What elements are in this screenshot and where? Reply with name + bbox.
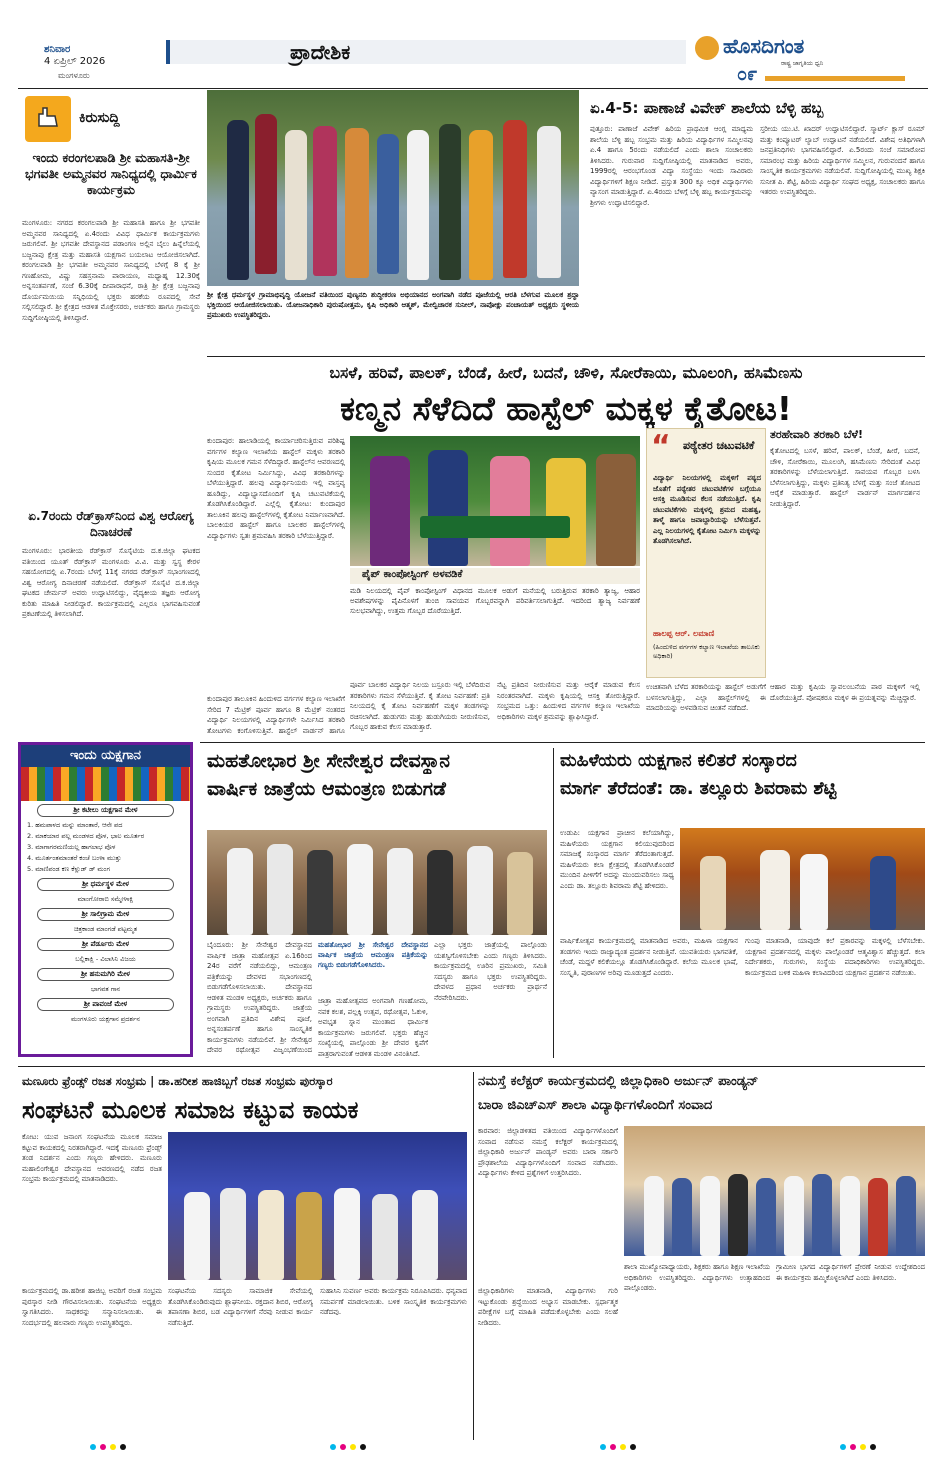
- yakshagana-art-band: [21, 767, 190, 801]
- troupe-name: ಶ್ರೀ ಕಟೀಲು ಯಕ್ಷಗಾನ ಮೇಳ: [37, 804, 174, 817]
- pipe-compost-body: ಮಡಿ ನಿಲಯದಲ್ಲಿ ಪೈಪ್ ಕಾಂಪೋಸ್ಟಿಂಗ್ ವಿಧಾನದ ಮೂಲಕ ಅಡುಗೆ ಮನೆಯಲ್ಲಿ ಬರುತ್ತಿರುವ ತರಕಾರಿ ತ್ಯಾಜ್ಯ, ಆಹಾರ ಅವಶೇಷಗಳನ್ನು ಪೈಪಿನೊಳಗೆ ತುಂಬಿ ಸಾವಯವ ಗೊಬ್ಬರವನ್ನಾಗಿ ಪರಿವರ್ತಿಸಲಾಗುತ್ತಿದೆ. ಇದರಿಂದ ತ್ಯಾಜ್ಯ ನಿರ್ವಹಣೆ ಸುಲಭವಾಗಿದ್ದು, ಉತ್ತಮ ಗೊಬ್ಬರ ದೊರೆಯುತ್ತಿದೆ.: [350, 587, 640, 615]
- troupe-name: ಶ್ರೀ ಪಾವಂಜೆ ಮೇಳ: [37, 998, 174, 1011]
- saneshwara-body-col1: ಬೈಂದೂರು: ಶ್ರೀ ಸೇನೇಶ್ವರ ದೇವಸ್ಥಾನದ ವಾರ್ಷಿಕ ಜಾತ್ರಾ ಮಹೋತ್ಸವ ಏ.16ರಿಂದ 24ರ ವರೆಗೆ ನಡೆಯಲಿದ್ದು, ಆಮಂತ್ರಣ ಪತ್ರಿಕೆಯನ್ನು ದೇವಳದ ಸಭಾಂಗಣದಲ್ಲಿ ಬಿಡುಗಡೆಗೊಳಿಸಲಾಯಿತು. ದೇವಸ್ಥಾನದ ಆಡಳಿತ ಮಂಡಳಿ ಅಧ್ಯಕ್ಷರು, ಅರ್ಚಕರು ಹಾಗೂ ಗ್ರಾಮಸ್ಥರು ಉಪಸ್ಥಿತರಿದ್ದರು. ಜಾತ್ರೆಯ ಅಂಗವಾಗಿ ಪ್ರತಿದಿನ ವಿಶೇಷ ಪೂಜೆ, ಅನ್ನಸಂತರ್ಪಣೆ ಹಾಗೂ ಸಾಂಸ್ಕೃತಿಕ ಕಾರ್ಯಕ್ರಮಗಳು ನಡೆಯಲಿವೆ. ಶ್ರೀ ಸೇನೇಶ್ವರ ದೇವರ ರಥೋತ್ಸವ ವಿಜೃಂಭಣೆಯಿಂದ: [207, 941, 312, 1054]
- bottom-divider: [18, 1066, 925, 1067]
- river-pooja-photo: [207, 90, 579, 286]
- tallur-body-col2: ಗುಂಪು ಮಾತನಾಡಿ, ಯಾವುದೇ ಕಲೆ ಪ್ರಕಾರವನ್ನು ಮಕ್ಕಳಲ್ಲಿ ಬೆಳೆಸಬೇಕು. ಯಕ್ಷಗಾನ ಪ್ರದರ್ಶನದಲ್ಲಿ ಮಕ್ಕಳು ಪಾಲ್ಗೊಂಡರೆ ಆತ್ಮವಿಶ್ವಾಸ ಹೆಚ್ಚುತ್ತದೆ. ಕಲಾ ನಿರ್ದೇಶಕರು, ಗುರುಗಳು, ಸಂಸ್ಥೆಯ ಪದಾಧಿಕಾರಿಗಳು ಉಪಸ್ಥಿತರಿದ್ದರು. ಕಾರ್ಯಕ್ರಮದ ಬಳಿಕ ಮಹಿಳಾ ಕಲಾವಿದರಿಂದ ಯಕ್ಷಗಾನ ಪ್ರದರ್ಶನ ನಡೆಯಿತು.: [745, 937, 925, 977]
- vegetable-sidebar-title: ತರಹೇವಾರಿ ತರಕಾರಿ ಬೆಳೆ!: [770, 428, 863, 441]
- kiru-suddi-label: ಕಿರುಸುದ್ದಿ: [79, 110, 120, 126]
- pipe-compost-heading: ಪೈಪ್ ಕಾಂಪೋಸ್ಟಿಂಗ್ ಅಳವಡಿಕೆ: [350, 568, 640, 584]
- yakshagana-box: [18, 742, 193, 1057]
- friends-body-col2: ಸಂಘಟನೆಯ ಸದಸ್ಯರು ಸಾಮಾಜಿಕ ಸೇವೆಯಲ್ಲಿ ತೊಡಗಿಸಿಕೊಂಡಿರುವುದು ಶ್ಲಾಘನೀಯ. ರಕ್ತದಾನ ಶಿಬಿರ, ಆರೋಗ್ಯ ತಪಾಸಣಾ ಶಿಬಿರ, ಬಡ ವಿದ್ಯಾರ್ಥಿಗಳಿಗೆ ನೆರವು ನೀಡುವ ಕಾರ್ಯ ನಡೆಸುತ್ತಿದೆ.: [168, 1287, 313, 1327]
- section-banner: [166, 40, 686, 64]
- lead-body-col5: ಉಚಿತವಾಗಿ ಬೆಳೆದ ತರಕಾರಿಯನ್ನು ಹಾಸ್ಟೆಲ್ ಅಡುಗೆಗೆ ಬಳಸಲಾಗುತ್ತಿದ್ದು, ಎಲ್ಲಾ ಹಾಸ್ಟೆಲ್‌ಗಳಲ್ಲಿ ಈ ಮಾದರಿಯನ್ನು ಅಳವಡಿಸುವ ಚಿಂತನೆ ನಡೆದಿದೆ.: [646, 683, 766, 712]
- river-photo-caption: ಶ್ರೀ ಕ್ಷೇತ್ರ ಧರ್ಮಸ್ಥಳ ಗ್ರಾಮಾಭಿವೃದ್ಧಿ ಯೋಜನೆ ವತಿಯಿಂದ ಪುಣ್ಯನದಿ ಶುದ್ಧೀಕರಣ ಅಭಿಯಾನದ ಅಂಗವಾಗಿ ನಡೆದ ಪೂಜೆಯಲ್ಲಿ ಆರತಿ ಬೆಳಗುವ ಮೂಲಕ ಶ್ರದ್ಧಾ ಭಕ್ತಿಯಿಂದ ಆಯೋಜಿಸಲಾಯಿತು. ಯೋಜನಾಧಿಕಾರಿ ಪುರುಷೋತ್ತಮ, ಕೃಷಿ ಅಧಿಕಾರಿ ಆತ್ಮಶ್, ಮೇಲ್ವಿಚಾರಕ ಸುನೀಲ್, ನಾಪೋಕ್ಲು ಪಂಚಾಯತ್ ಅಧ್ಯಕ್ಷರು ಸ್ಥಳೀಯ ಪ್ರಮುಖರು ಉಪಸ್ಥಿತರಿದ್ದರು.: [207, 291, 579, 319]
- mid-column-divider: [553, 748, 554, 1058]
- troupe-name: ಶ್ರೀ ಹನುಮಗಿರಿ ಮೇಳ: [37, 968, 174, 981]
- quote-role: (ಹಿಂದುಳಿದ ವರ್ಗಗಳ ಕಲ್ಯಾಣ ಇಲಾಖೆಯ ತಾಲೂಕು ಅಧಿಕಾರಿ): [653, 643, 760, 660]
- collector-intro: ಕಾರವಾರ: ಜಿಲ್ಲಾಡಳಿತದ ವತಿಯಿಂದ ವಿದ್ಯಾರ್ಥಿಗಳೊಂದಿಗೆ ಸಂವಾದ ನಡೆಸುವ ನಮಸ್ತೆ ಕಲೆಕ್ಟರ್ ಕಾರ್ಯಕ್ರಮದಲ್ಲಿ ಜಿಲ್ಲಾಧಿಕಾರಿ ಅರ್ಜುನ್ ಪಾಂಡ್ಯನ್ ಅವರು ಬಾರಾ ಸರ್ಕಾರಿ ಪ್ರೌಢಶಾಲೆಯ ವಿದ್ಯಾರ್ಥಿಗಳೊಂದಿಗೆ ಸಂವಾದ ನಡೆಸಿದರು. ವಿದ್ಯಾರ್ಥಿಗಳು ಕೇಳಿದ ಪ್ರಶ್ನೆಗಳಿಗೆ ಉತ್ತರಿಸಿದರು.: [478, 1127, 618, 1177]
- brand-tagline: ರಾಷ್ಟ್ರ ಜಾಗೃತಿಯ ಧ್ವನಿ: [781, 60, 824, 67]
- saneshwara-body-col2: ಜಾತ್ರಾ ಮಹೋತ್ಸವದ ಅಂಗವಾಗಿ ಗಣಹೋಮ, ನವಕ ಕಲಶ, ಪಲ್ಲಕ್ಕಿ ಉತ್ಸವ, ರಥೋತ್ಸವ, ಓಕುಳಿ, ಅವಭೃತ ಸ್ನಾನ ಮುಂತಾದ ಧಾರ್ಮಿಕ ಕಾರ್ಯಕ್ರಮಗಳು ಜರುಗಲಿವೆ. ಭಕ್ತರು ಹೆಚ್ಚಿನ ಸಂಖ್ಯೆಯಲ್ಲಿ ಪಾಲ್ಗೊಂಡು ಶ್ರೀ ದೇವರ ಕೃಪೆಗೆ ಪಾತ್ರರಾಗುವಂತೆ ಆಡಳಿತ ಮಂಡಳಿ ವಿನಂತಿಸಿದೆ.: [318, 997, 428, 1058]
- tallur-intro: ಉಡುಪಿ: ಯಕ್ಷಗಾನ ಪ್ರಾಚೀನ ಕಲೆಯಾಗಿದ್ದು, ಮಹಿಳೆಯರು ಯಕ್ಷಗಾನ ಕಲಿಯುವುದರಿಂದ ಸಮಾಜಕ್ಕೆ ಸಂಸ್ಕಾರದ ಮಾರ್ಗ ತೆರೆದಂತಾಗುತ್ತದೆ. ಮಹಿಳೆಯರು ಕಲಾ ಕ್ಷೇತ್ರದಲ್ಲಿ ತೊಡಗಿಸಿಕೊಂಡರೆ ಮುಂದಿನ ಪೀಳಿಗೆಗೆ ಅದನ್ನು ಮುಂದುವರಿಸಲು ಸಾಧ್ಯ ಎಂದು ಡಾ. ತಲ್ಲೂರು ಶಿವರಾಮ ಶೆಟ್ಟಿ ಹೇಳಿದರು.: [560, 829, 674, 890]
- troupe-show: 1. ಹಮಪಾಳದ ಮನ್ನು ಮಾಂತಾರೆ, ಆನೇ ಪದ: [27, 821, 123, 829]
- kiru-story1-body: ಮಂಗಳೂರು: ನಗರದ ಕರಂಗಲಪಾಡಿ ಶ್ರೀ ಮಹಾಸತಿ ಹಾಗೂ ಶ್ರೀ ಭಗವತೀ ಅಮ್ಮನವರ ಸಾನಿಧ್ಯದಲ್ಲಿ ಏ.4ರಂದು ವಿವಿಧ ಧಾರ್ಮಿಕ ಕಾರ್ಯಕ್ರಮಗಳು ಜರುಗಲಿವೆ. ಶ್ರೀ ಭಗವತೀ ದೇವಸ್ಥಾನದ ಪಡಾಂಗಣ ಅಲ್ಲಿನ ಬೈಲು ಹಿನ್ನೆಲೆಯಲ್ಲಿ ಬಜ್ಜನಾಪು ಕ್ಷೇತ್ರ ಮತ್ತು ಮಹಾಸತಿ ಯಕ್ಷಗಾನ ಬಯಲಾಟ ಆಯೋಜಿಸಲಾಗಿದೆ. ಕರಂಗಲಪಾಡಿ ಶ್ರೀ ಭಗವತೀ ಅಮ್ಮನವರ ಸಾನಿಧ್ಯದಲ್ಲಿ ಬೆಳಗ್ಗೆ 8 ಕ್ಕೆ ಶ್ರೀ ಗಣಹೋಮ, ವಿಷ್ಣು ಸಹಸ್ರನಾಮ ಪಾರಾಯಣ, ಮಧ್ಯಾಹ್ನ 12.30ಕ್ಕೆ ಅನ್ನಸಂತರ್ಪಣೆ, ಸಂಜೆ 6.30ಕ್ಕೆ ದೀಪಾರಾಧನೆ, ರಾತ್ರಿ ಶ್ರೀ ಕ್ಷೇತ್ರ ಬಜ್ಜನಾಪು ದೊರ್ಯಮಯಿಯ ಸನ್ನಿಧಿಯಲ್ಲಿ ಭಕ್ತರು ಹರಕೆಯ ರೂಪದಲ್ಲಿ ಸೇವೆ ಸಲ್ಲಿಸಲಿದ್ದಾರೆ. ಶ್ರೀ ಕ್ಷೇತ್ರದ ಆಡಳಿತ ಮೊಕ್ತೇಸರರು, ಅರ್ಚಕರು ಹಾಗೂ ಗ್ರಾಮಸ್ಥರು ಸುದ್ದಿಗೋಷ್ಠಿಯಲ್ಲಿ ತಿಳಿಸಿದ್ದಾರೆ.: [22, 219, 200, 322]
- date-block: [44, 44, 164, 84]
- hostel-girls-photo: [350, 436, 640, 566]
- brand-accent-bar: [765, 76, 905, 81]
- lead-top-divider: [207, 356, 925, 357]
- lead-body-col1: ಕುಂದಾಪುರ: ಹಾಲಾಡಿಯಲ್ಲಿ ಕಾರ್ಯಾಚರಿಸುತ್ತಿರುವ ಪರಿಶಿಷ್ಟ ವರ್ಗಗಳ ಕಲ್ಯಾಣ ಇಲಾಖೆಯ ಹಾಸ್ಟೆಲ್ ಮಕ್ಕಳು ತರಕಾರಿ ಕೃಷಿಯ ಮೂಲಕ ಗಮನ ಸೆಳೆದಿದ್ದಾರೆ. ಹಾಸ್ಟೆಲ್‌ನ ಆವರಣದಲ್ಲಿ ಸುಂದರ ಕೈತೋಟ ನಿರ್ಮಿಸಿದ್ದು, ವಿವಿಧ ತರಕಾರಿಗಳನ್ನು ಬೆಳೆಯುತ್ತಿದ್ದಾರೆ. ಹಲವು ವಿದ್ಯಾರ್ಥಿನಿಯರು ಇಲ್ಲಿ ವಾಸ್ತವ್ಯ ಹೂಡಿದ್ದು, ವಿದ್ಯಾಭ್ಯಾಸದೊಂದಿಗೆ ಕೃಷಿ ಚಟುವಟಿಕೆಯಲ್ಲಿ ತೊಡಗಿಸಿಕೊಂಡಿದ್ದಾರೆ. ಎಲ್ಲೆಲ್ಲಿ ಕೈತೋಟ: ಕುಂದಾಪುರ ತಾಲೂಕಿನ ಹಲವು ಹಾಸ್ಟೆಲ್‌ಗಳಲ್ಲಿ ಕೈತೋಟ ನಿರ್ಮಾಣವಾಗಿದೆ. ಬಾಲಕಿಯರ ಹಾಸ್ಟೆಲ್ ಹಾಗೂ ಬಾಲಕರ ಹಾಸ್ಟೆಲ್‌ಗಳಲ್ಲಿ ವಿದ್ಯಾರ್ಥಿಗಳು ಸ್ವತಃ ಶ್ರಮವಹಿಸಿ ತರಕಾರಿ ಬೆಳೆಯುತ್ತಿದ್ದಾರೆ.: [207, 437, 345, 540]
- troupe-show: 5. ಮಾಣಿಪಂಡ ಕಣ ಕೆಳ್ಲುಡ್ ಡ್ ಮಂಗ: [27, 865, 110, 873]
- kiru-story2-headline: ಏ.7ರಂದು ರೆಡ್‌ಕ್ರಾಸ್‌ನಿಂದ ವಿಶ್ವ ಆರೋಗ್ಯ ದಿನಾಚರಣೆ: [28, 509, 194, 539]
- troupe-name: ಶ್ರೀ ಧರ್ಮಸ್ಥಳ ಮೇಳ: [37, 878, 174, 891]
- panaji-body-col1: ಪುತ್ತೂರು: ಪಾಣಾಜೆ ವಿವೇಕ್ ಹಿರಿಯ ಪ್ರಾಥಮಿಕ ಆಂಗ್ಲ ಮಾಧ್ಯಮ ಶಾಲೆಯ ಬೆಳ್ಳಿ ಹಬ್ಬ ಸಂಭ್ರಮ ಮತ್ತು ಹಿರಿಯ ವಿದ್ಯಾರ್ಥಿಗಳ ಸಮ್ಮಿಲನವು ಏ.4 ಹಾಗೂ 5ರಂದು ನಡೆಯಲಿದೆ ಎಂದು ಶಾಲಾ ಸಂಚಾಲಕರು ತಿಳಿಸಿದರು. ಗುರುವಾರ ಸುದ್ದಿಗೋಷ್ಠಿಯಲ್ಲಿ ಮಾತನಾಡಿದ ಅವರು, 1999ರಲ್ಲಿ ಆರಂಭಗೊಂಡ ವಿದ್ಯಾ ಸಂಸ್ಥೆಯು ಇಂದು ಸಾವಿರಾರು ವಿದ್ಯಾರ್ಥಿಗಳಿಗೆ ಶಿಕ್ಷಣ ನೀಡಿದೆ. ಪ್ರಸ್ತುತ 300 ಕ್ಕೂ ಅಧಿಕ ವಿದ್ಯಾರ್ಥಿಗಳು ವ್ಯಾಸಂಗ ಮಾಡುತ್ತಿದ್ದಾರೆ. ಏ.4ರಂದು ಬೆಳಿಗ್ಗೆ ಬೆಳ್ಳಿ ಹಬ್ಬ ಕಾರ್ಯಕ್ರಮವನ್ನು ಶ್ರೀಗಳು ಉದ್ಘಾಟಿಸಲಿದ್ದಾರೆ.: [590, 125, 753, 207]
- lead-headline: ಕಣ್ಮನ ಸೆಳೆದಿದೆ ಹಾಸ್ಟೆಲ್ ಮಕ್ಕಳ ಕೈತೋಟ!: [340, 389, 792, 428]
- tallur-headline-line2: ಮಾರ್ಗ ತೆರೆದಂತೆ: ಡಾ. ತಲ್ಲೂರು ಶಿವರಾಮ ಶೆಟ್ಟಿ: [560, 779, 837, 799]
- vegetable-sidebar: [770, 428, 920, 678]
- weekday: ಶನಿವಾರ: [44, 44, 71, 55]
- collector-headline-line1: ನಮಸ್ತೆ ಕಲೆಕ್ಟರ್ ಕಾರ್ಯಕ್ರಮದಲ್ಲಿ ಜಿಲ್ಲಾಧಿಕಾರಿ ಅರ್ಜುನ್ ಪಾಂಡ್ಯನ್: [478, 1074, 759, 1089]
- panaji-body-col2: ಸ್ತರೀಯ ಯು.ಟಿ. ಖಾದರ್ ಉದ್ಘಾಟಿಸಲಿದ್ದಾರೆ. ಸ್ಮಾರ್ಟ್ ಕ್ಲಾಸ್ ರೂಮ್ ಮತ್ತು ಕಂಪ್ಯೂಟರ್ ಲ್ಯಾಬ್ ಉದ್ಘಾಟನೆ ನಡೆಯಲಿದೆ. ವಿಶೇಷ ಅತಿಥಿಗಳಾಗಿ ಜನಪ್ರತಿನಿಧಿಗಳು ಭಾಗವಹಿಸಲಿದ್ದಾರೆ. ಏ.5ರಂದು ಸಂಜೆ ಸಮಾರೋಪ ಸಮಾರಂಭ ಮತ್ತು ಹಿರಿಯ ವಿದ್ಯಾರ್ಥಿಗಳ ಸಮ್ಮಿಲನ, ಗುರುವಂದನೆ ಹಾಗೂ ಸಾಂಸ್ಕೃತಿಕ ಕಾರ್ಯಕ್ರಮಗಳು ನಡೆಯಲಿವೆ. ಸುದ್ದಿಗೋಷ್ಠಿಯಲ್ಲಿ ಮುಖ್ಯ ಶಿಕ್ಷಕಿ ಸುನೀತ ಪಿ. ಶೆಟ್ಟಿ, ಹಿರಿಯ ವಿದ್ಯಾರ್ಥಿ ಸಂಘದ ಅಧ್ಯಕ್ಷ, ಸಂಚಾಲಕರು ಹಾಗೂ ಇತರರು ಉಪಸ್ಥಿತರಿದ್ದರು.: [760, 125, 925, 196]
- page-number: ೦೯: [737, 64, 758, 85]
- panaji-headline: ಏ.4-5: ಪಾಣಾಜೆ ವಿವೇಕ್ ಶಾಲೆಯ ಬೆಳ್ಳಿ ಹಬ್ಬ: [590, 99, 824, 117]
- yakshagana-title: ಇಂದು ಯಕ್ಷಗಾನ: [21, 745, 190, 767]
- troupe-show: ಮಾಂಗೋರಾಬಿ ಸಮ್ಮೇಳಾಕ್ಷಿ: [77, 895, 134, 903]
- friends-body-col1: ಕಾರ್ಯಕ್ರಮದಲ್ಲಿ ಡಾ.ಹರೀಶ ಹಾಜಿಬ್ಬ ಅವರಿಗೆ ರಜತ ಸಂಭ್ರಮ ಪುರಸ್ಕಾರ ನೀಡಿ ಗೌರವಿಸಲಾಯಿತು. ಸಂಘಟನೆಯ ಅಧ್ಯಕ್ಷರು ಸ್ವಾಗತಿಸಿದರು. ಸಾಧಕರನ್ನು ಸನ್ಮಾನಿಸಲಾಯಿತು. ಈ ಸಂದರ್ಭದಲ್ಲಿ ಹಲವಾರು ಗಣ್ಯರು ಉಪಸ್ಥಿತರಿದ್ದರು.: [22, 1287, 162, 1327]
- friends-photo: [168, 1132, 467, 1280]
- kiru-story1-headline: ಇಂದು ಕರಂಗಲಪಾಡಿ ಶ್ರೀ ಮಹಾಸತಿ-ಶ್ರೀ ಭಗವತೀ ಅಮ್ಮನವರ ಸಾನಿಧ್ಯದಲ್ಲಿ ಧಾರ್ಮಿಕ ಕಾರ್ಯಕ್ರಮ: [25, 150, 197, 197]
- friends-intro: ಕೋಟ: ಯುವ ಜನಾಂಗ ಸಂಘಟನೆಯ ಮೂಲಕ ಸಮಾಜ ಕಟ್ಟುವ ಕಾಯಕದಲ್ಲಿ ನಿರತರಾಗಿದ್ದಾರೆ. ಇದಕ್ಕೆ ಮಣೂರು ಫ್ರೆಂಡ್ಸ್ ತಂಡ ನಿದರ್ಶನ ಎಂದು ಗಣ್ಯರು ಹೇಳಿದರು. ಮಣೂರು ಮಹಾಲಿಂಗೇಶ್ವರ ದೇವಸ್ಥಾನದ ಆವರಣದಲ್ಲಿ ನಡೆದ ರಜತ ಸಂಭ್ರಮ ಕಾರ್ಯಕ್ರಮದಲ್ಲಿ ಮಾತನಾಡಿದರು.: [22, 1133, 162, 1183]
- troupe-show: 2. ಮಾಕಯಾರ ಪಲ್ಲ ಮಂಡಳದ ಪೊಳ, ಭಾಲ ಮೂರ್ತರ: [27, 832, 145, 840]
- quote-author: ಹಾಲಪ್ಪ ಆರ್. ಲಮಾಣಿ: [653, 629, 715, 638]
- collector-body-col1: ಜಿಲ್ಲಾಧಿಕಾರಿಗಳು ಮಾತನಾಡಿ, ವಿದ್ಯಾರ್ಥಿಗಳು ಗುರಿ ಇಟ್ಟುಕೊಂಡು ಶ್ರದ್ಧೆಯಿಂದ ಅಭ್ಯಾಸ ಮಾಡಬೇಕು. ಸ್ಪರ್ಧಾತ್ಮಕ ಪರೀಕ್ಷೆಗಳ ಬಗ್ಗೆ ಮಾಹಿತಿ ಪಡೆದುಕೊಳ್ಳಬೇಕು ಎಂದು ಸಲಹೆ ನೀಡಿದರು.: [478, 1287, 618, 1327]
- friends-headline: ಸಂಘಟನೆ ಮೂಲಕ ಸಮಾಜ ಕಟ್ಟುವ ಕಾಯಕ: [22, 1096, 359, 1124]
- saneshwara-callout: ಮಹತೋಭಾರ ಶ್ರೀ ಸೇನೇಶ್ವರ ದೇವಸ್ಥಾನದ ವಾರ್ಷಿಕ ಜಾತ್ರೆಯ ಆಮಂತ್ರಣ ಪತ್ರಿಕೆಯನ್ನು ಗಣ್ಯರು ಬಿಡುಗಡೆಗೊಳಿಸಿದರು.: [318, 941, 428, 969]
- newspaper-brand: [695, 34, 905, 86]
- hand-icon: [25, 96, 71, 142]
- issue-date: 4 ಏಪ್ರಿಲ್ 2026: [44, 56, 106, 67]
- quote-box: [646, 428, 766, 678]
- registration-dots: [90, 1444, 150, 1452]
- kiru-story2-body: ಮಂಗಳೂರು: ಭಾರತೀಯ ರೆಡ್‌ಕ್ರಾಸ್ ಸೊಸೈಟಿಯ ದ.ಕ.ಜಿಲ್ಲಾ ಘಟಕದ ವತಿಯಿಂದ ಯೂತ್ ರೆಡ್‌ಕ್ರಾಸ್ ಮಂಗಳೂರು ವಿ.ವಿ. ಮತ್ತು ಸ್ವಸ್ಥ ಕೇರಳ ಸಹಯೋಗದಲ್ಲಿ ಏ.7ರಂದು ಬೆಳಗ್ಗೆ 11ಕ್ಕೆ ನಗರದ ರೆಡ್‌ಕ್ರಾಸ್ ಸಭಾಂಗಣದಲ್ಲಿ ವಿಶ್ವ ಆರೋಗ್ಯ ದಿನಾಚರಣೆ ನಡೆಯಲಿದೆ. ರೆಡ್‌ಕ್ರಾಸ್ ಸೊಸೈಟಿ ದ.ಕ.ಜಿಲ್ಲಾ ಘಟಕದ ಚೇರ್ಮನ್ ಅವರು ಉದ್ಘಾಟಿಸಲಿದ್ದು, ವೈದ್ಯಕೀಯ ತಜ್ಞರು ಆರೋಗ್ಯ ಕುರಿತು ಮಾಹಿತಿ ನೀಡಲಿದ್ದಾರೆ. ಕಾರ್ಯಕ್ರಮದಲ್ಲಿ ಎಲ್ಲರೂ ಭಾಗವಹಿಸುವಂತೆ ಪ್ರಕಟಣೆಯಲ್ಲಿ ತಿಳಿಸಲಾಗಿದೆ.: [22, 547, 200, 618]
- friends-kicker: ಮಣೂರು ಫ್ರೆಂಡ್ಸ್ ರಜತ ಸಂಭ್ರಮ | ಡಾ.ಹರೀಶ ಹಾಜಿಬ್ಬಗೆ ರಜತ ಸಂಭ್ರಮ ಪುರಸ್ಕಾರ: [22, 1074, 333, 1088]
- quote-mark-icon: “: [651, 429, 671, 464]
- troupe-name: ಶ್ರೀ ಸಾಲಿಗ್ರಾಮ ಮೇಳ: [37, 908, 174, 921]
- registration-dots: [330, 1444, 390, 1452]
- brand-name: ಹೊಸದಿಗಂತ: [723, 34, 805, 58]
- lead-body-col4: ನೆಟ್ಟ ಪ್ರತಿದಿನ ನೀರುಣಿಸುವ ಮತ್ತು ಆರೈಕೆ ಮಾಡುವ ಕೆಲಸ ನಿರಂತರವಾಗಿದೆ. ಮಕ್ಕಳು ಕೃಷಿಯಲ್ಲಿ ಆಸಕ್ತಿ ತೋರುತ್ತಿದ್ದಾರೆ. ಸಂಭ್ರಮದ ಒತ್ತು: ಹಿಂದುಳಿದ ವರ್ಗಗಳ ಕಲ್ಯಾಣ ಇಲಾಖೆಯ ಅಧಿಕಾರಿಗಳು ಮಕ್ಕಳ ಶ್ರಮವನ್ನು ಶ್ಲಾಘಿಸಿದ್ದಾರೆ.: [497, 681, 640, 721]
- edition-location: ಮಂಗಳೂರು: [58, 71, 90, 80]
- collector-body-col2: ಶಾಲಾ ಮುಖ್ಯೋಪಾಧ್ಯಾಯರು, ಶಿಕ್ಷಕರು ಹಾಗೂ ಶಿಕ್ಷಣ ಇಲಾಖೆಯ ಅಧಿಕಾರಿಗಳು ಉಪಸ್ಥಿತರಿದ್ದರು. ವಿದ್ಯಾರ್ಥಿಗಳು ಉತ್ಸಾಹದಿಂದ ಪಾಲ್ಗೊಂಡರು.: [624, 1263, 770, 1292]
- bottom-column-divider: [473, 1072, 474, 1440]
- troupe-show: 4. ಮೂರ್ತಂತಮಾಂತರೆ ಕಂಚೆ ಬಂಳಾ ಮುತ್ತು: [27, 854, 122, 862]
- lead-kicker: ಬಸಳೆ, ಹರಿವೆ, ಪಾಲಕ್, ಬೆಂಡೆ, ಹೀರೆ, ಬದನೆ, ಚೌಳಿ, ಸೋರೆಕಾಯಿ, ಮೂಲಂಗಿ, ಹಸಿಮೆಣಸು: [329, 364, 803, 382]
- quote-body: ವಿದ್ಯಾರ್ಥಿ ನಿಲಯಗಳಲ್ಲಿ ಮಕ್ಕಳಿಗೆ ಪಠ್ಯದ ಜೊತೆಗೆ ಪಠ್ಯೇತರ ಚಟುವಟಿಕೆಗಳ ಬಗ್ಗೆಯೂ ಆಸಕ್ತಿ ಮೂಡಿಸುವ ಕೆಲಸ ನಡೆಯುತ್ತಿದೆ. ಕೃಷಿ ಚಟುವಟಿಕೆಗಳು ಮಕ್ಕಳಲ್ಲಿ ಶ್ರಮದ ಮಹತ್ವ, ತಾಳ್ಮೆ ಹಾಗೂ ಜವಾಬ್ದಾರಿಯನ್ನು ಬೆಳೆಸುತ್ತವೆ. ಎಲ್ಲ ನಿಲಯಗಳಲ್ಲಿ ಕೈತೋಟ ನಿರ್ಮಿಸಿ ಮಕ್ಕಳನ್ನು ತೊಡಗಿಸಲಾಗಿದೆ.: [653, 474, 761, 545]
- troupe-show: ಭಾಗವತ ಗಾನ: [90, 985, 121, 993]
- collector-headline-line2: ಬಾರಾ ಜಿಎಚ್‌ಎಸ್ ಶಾಲಾ ವಿದ್ಯಾರ್ಥಿಗಳೊಂದಿಗೆ ಸಂವಾದ: [478, 1098, 713, 1113]
- brand-logo-icon: [695, 36, 719, 60]
- collector-photo: [624, 1126, 925, 1256]
- section-title: ಪ್ರಾದೇಶಿಕ: [290, 40, 351, 64]
- saneshwara-photo: [207, 830, 547, 935]
- troupe-show: ಬಲ್ಲಿಕಾಕ್ಷಿ - ವಿಲಾಸಿನಿ ವಿಜಯ: [75, 955, 136, 963]
- tallur-photo: [680, 828, 925, 930]
- tallur-body-col1: ವಾರ್ಷಿಕೋತ್ಸವ ಕಾರ್ಯಕ್ರಮದಲ್ಲಿ ಮಾತನಾಡಿದ ಅವರು, ಮಹಿಳಾ ಯಕ್ಷಗಾನ ತಂಡಗಳು ಇಂದು ರಾಜ್ಯಾದ್ಯಂತ ಪ್ರದರ್ಶನ ನೀಡುತ್ತಿವೆ. ಯುವತಿಯರು ಭಾಗವತಿಕೆ, ಚೆಂಡೆ, ಮದ್ದಳೆ ಕಲಿಕೆಯಲ್ಲೂ ತೊಡಗಿಸಿಕೊಂಡಿದ್ದಾರೆ. ಕಲೆಯ ಮೂಲಕ ಭಾಷೆ, ಸಂಸ್ಕೃತಿ, ಪುರಾಣಗಳ ಅರಿವು ಮೂಡುತ್ತದೆ ಎಂದರು.: [560, 937, 738, 977]
- troupe-name: ಶ್ರೀ ಪೆರ್ಡೂರು ಮೇಳ: [37, 938, 174, 951]
- troupe-show: ಚಿತ್ರಕಾಂಡ ಮಾಂಗಡೆ ಪಟ್ಟಮ್ಮತ: [73, 925, 138, 933]
- vegetable-sidebar-body: ಕೈತೋಟದಲ್ಲಿ ಬಸಳೆ, ಹರಿವೆ, ಪಾಲಕ್, ಬೆಂಡೆ, ಹೀರೆ, ಬದನೆ, ಚೌಳಿ, ಸೋರೆಕಾಯಿ, ಮೂಲಂಗಿ, ಹಸಿಮೆಣಸು ಸೇರಿದಂತೆ ವಿವಿಧ ತರಕಾರಿಗಳನ್ನು ಬೆಳೆಯಲಾಗುತ್ತಿದೆ. ಸಾವಯವ ಗೊಬ್ಬರ ಬಳಸಿ ಬೆಳೆಸಲಾಗುತ್ತಿದ್ದು, ಮಕ್ಕಳು ಪ್ರತಿನಿತ್ಯ ಬೆಳಗ್ಗೆ ಮತ್ತು ಸಂಜೆ ತೋಟದ ಆರೈಕೆ ಮಾಡುತ್ತಾರೆ. ಹಾಸ್ಟೆಲ್ ವಾರ್ಡನ್ ಮಾರ್ಗದರ್ಶನ ನೀಡುತ್ತಿದ್ದಾರೆ.: [770, 447, 920, 508]
- lead-body-col2: ಕುಂದಾಪುರ ತಾಲೂಕಿನ ಹಿಂದುಳಿದ ವರ್ಗಗಳ ಕಲ್ಯಾಣ ಇಲಾಖೆಗೆ ಸೇರಿದ 7 ಮೆಟ್ರಿಕ್ ಪೂರ್ವ ಹಾಗೂ 8 ಮೆಟ್ರಿಕ್ ನಂತರದ ವಿದ್ಯಾರ್ಥಿ ನಿಲಯಗಳಲ್ಲಿ ವಿದ್ಯಾರ್ಥಿಗಳೇ ನಿರ್ಮಿಸಿದ ತರಕಾರಿ ತೋಟಗಳು ಕಂಗೊಳಿಸುತ್ತಿವೆ. ಹಾಸ್ಟೆಲ್ ವಾರ್ಡನ್ ಹಾಗೂ: [207, 695, 345, 735]
- tallur-headline-line1: ಮಹಿಳೆಯರು ಯಕ್ಷಗಾನ ಕಲಿತರೆ ಸಂಸ್ಕಾರದ: [560, 751, 797, 771]
- registration-dots: [600, 1444, 660, 1452]
- saneshwara-headline-line2: ವಾರ್ಷಿಕ ಜಾತ್ರೆಯ ಆಮಂತ್ರಣ ಬಿಡುಗಡೆ: [207, 778, 446, 800]
- collector-body-col3: ಗ್ರಾಮೀಣ ಭಾಗದ ವಿದ್ಯಾರ್ಥಿಗಳಿಗೆ ಪ್ರೇರಣೆ ನೀಡುವ ಉದ್ದೇಶದಿಂದ ಈ ಕಾರ್ಯಕ್ರಮ ಹಮ್ಮಿಕೊಳ್ಳಲಾಗಿದೆ ಎಂದು ತಿಳಿಸಿದರು.: [776, 1263, 925, 1282]
- registration-dots: [840, 1444, 900, 1452]
- lead-body-col3: ಪೂರ್ವ ಬಾಲಕರ ವಿದ್ಯಾರ್ಥಿ ನಿಲಯ ಬಸ್ರೂರು ಇಲ್ಲಿ ಬೆಳೆದಿರುವ ತರಕಾರಿಗಳು ಗಮನ ಸೆಳೆಯುತ್ತಿವೆ. ಕೈ ತೋಟ ನಿರ್ವಹಣೆ: ಪ್ರತಿ ನಿಲಯದಲ್ಲಿ ಕೈ ತೋಟ ನಿರ್ವಹಣೆಗೆ ಮಕ್ಕಳ ತಂಡಗಳನ್ನು ರಚಿಸಲಾಗಿದೆ. ಹುಡುಗರು ಮತ್ತು ಹುಡುಗಿಯರು ನೀರುಣಿಸುವ, ಗೊಬ್ಬರ ಹಾಕುವ ಕೆಲಸ ಮಾಡುತ್ತಾರೆ.: [350, 681, 490, 731]
- troupe-show: ಮಂಗಳೂರು ಯಕ್ಷಗಾನ ಪ್ರದರ್ಶನ: [71, 1015, 140, 1023]
- troupe-show: 3. ಮಾಗಾಗರಮಣಿಯಲ್ಲ ಹಾಗಲಾಭ ಪೊಳ: [27, 843, 116, 851]
- mid-divider: [200, 742, 925, 743]
- saneshwara-body-col3: ಎಲ್ಲಾ ಭಕ್ತರು ಜಾತ್ರೆಯಲ್ಲಿ ಪಾಲ್ಗೊಂಡು ಯಶಸ್ವಿಗೊಳಿಸಬೇಕು ಎಂದು ಗಣ್ಯರು ತಿಳಿಸಿದರು. ಕಾರ್ಯಕ್ರಮದಲ್ಲಿ ಊರಿನ ಪ್ರಮುಖರು, ಸಮಿತಿ ಸದಸ್ಯರು ಹಾಗೂ ಭಕ್ತರು ಉಪಸ್ಥಿತರಿದ್ದರು. ದೇವಳದ ಪ್ರಧಾನ ಅರ್ಚಕರು ಪ್ರಾರ್ಥನೆ ನೆರವೇರಿಸಿದರು.: [434, 941, 547, 1002]
- lead-body-col6: ಆಹಾರ ಮತ್ತು ಕೃಷಿಯ ಸ್ವಾವಲಂಬನೆಯ ಪಾಠ ಮಕ್ಕಳಿಗೆ ಇಲ್ಲಿ ದೊರೆಯುತ್ತಿದೆ. ಪೋಷಕರೂ ಮಕ್ಕಳ ಈ ಪ್ರಯತ್ನವನ್ನು ಮೆಚ್ಚಿದ್ದಾರೆ.: [770, 683, 920, 702]
- friends-body-col3: ಸುಹಾಸಿನಿ ಸುವರ್ಣ ಅವರು ಕಾರ್ಯಕ್ರಮ ನಿರೂಪಿಸಿದರು. ಧನ್ಯವಾದ ಸಮರ್ಪಣೆ ಮಾಡಲಾಯಿತು. ಬಳಿಕ ಸಾಂಸ್ಕೃತಿಕ ಕಾರ್ಯಕ್ರಮಗಳು ನಡೆದವು.: [320, 1287, 467, 1316]
- saneshwara-headline-line1: ಮಹತೋಭಾರ ಶ್ರೀ ಸೇನೇಶ್ವರ ದೇವಸ್ಥಾನ: [207, 750, 450, 772]
- quote-title: ಪಠ್ಯೇತರ ಚಟುವಟಿಕೆ: [683, 439, 755, 452]
- masthead-divider: [18, 88, 928, 89]
- kiru-suddi-header: [25, 96, 200, 142]
